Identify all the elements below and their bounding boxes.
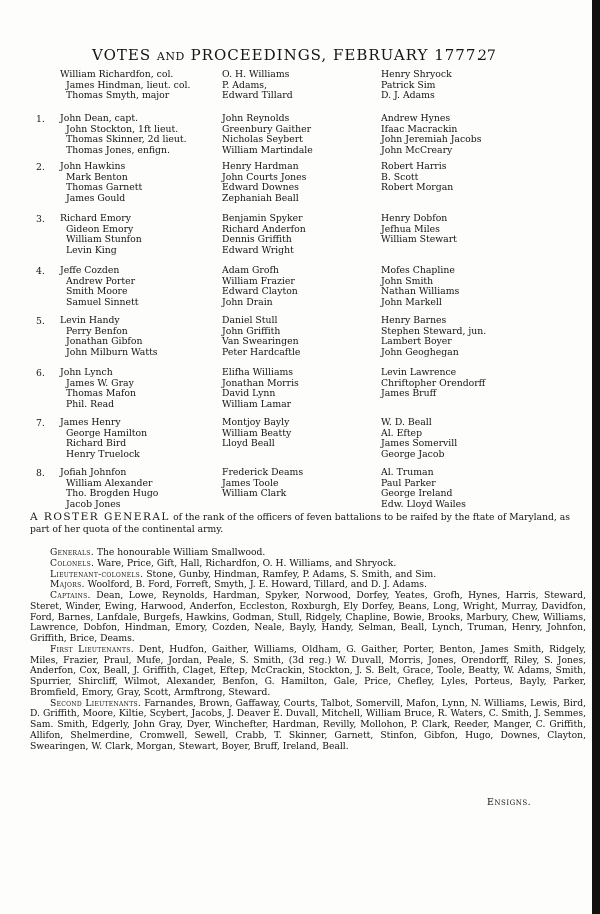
officer-name: Phil. Read (66, 398, 115, 410)
officer-name: William Lamar (222, 398, 292, 410)
rank-names: Farnandes, Brown, Gaffaway, Courts, Talbot, Somervill, Mafon, Lynn, N. Williams, Lewis, Bird, D. Griffith, Moore, Kiltie, Scybert, Jacobs, J. Deaver E. Duvall, Mitchell, William Bruce, R. Waters, C. Smith, J. Semmes, Sam. Smith, Edgerly, John Gray, Dyer, Winchefter, Hardman, Revilly, Mollohon, P. Clark, Reeder, Manger, C. Griffith, Allifon, Shelmerdine, Cromwell, Sewell, Crabb, T. Skinner, Garnett, Stinfon, Gibfon, Hugo, Downes, Clayton, Swearingen, W. Clark, Morgan, Stewart, Boyer, Bruff, Ireland, Beall. (30, 697, 586, 752)
officer-name: Thomas Mafon (66, 388, 136, 400)
officer-name: Adam Grofh (222, 265, 279, 276)
officer-name: Al. Truman (381, 467, 434, 478)
officer-column (222, 418, 291, 450)
officer-name: John Milburn Watts (66, 346, 158, 358)
officer-name: Jacob Jones (66, 498, 121, 510)
officer-name: James Somervill (381, 438, 458, 450)
group-number: 8. (36, 468, 45, 479)
officer-name: James Bruff (381, 388, 437, 400)
group-number: 7. (36, 418, 45, 429)
officer-name: Jonathan Gibfon (66, 336, 143, 348)
officer-name: Andrew Porter (66, 275, 136, 287)
officer-column (381, 162, 453, 194)
officer-name: Perry Benfon (66, 325, 128, 337)
officer-name: Ifaac Macrackin (381, 123, 458, 135)
rank-names: Stone, Gunby, Hindman, Ramfey, P. Adams, S. Smith, and Sim. (146, 568, 437, 580)
group-number: 3. (36, 214, 45, 225)
officer-name: Zephaniah Beall (222, 192, 299, 204)
rank-label: Majors. (50, 579, 85, 591)
officer-column (222, 214, 306, 256)
officer-name: Edward Clayton (222, 286, 298, 298)
officer-column (381, 368, 485, 400)
group-number: 1. (36, 114, 45, 125)
officer-name: James Toole (222, 477, 279, 489)
officer-column (381, 70, 452, 102)
officer-name: Richard Emory (60, 213, 131, 224)
officer-name: Henry Barnes (381, 315, 447, 326)
officer-name: John Dean, capt. (60, 113, 139, 124)
officer-name: Henry Truelock (66, 448, 140, 460)
officer-name: John Stockton, 1ft lieut. (66, 123, 179, 135)
officer-name: James Hindman, lieut. col. (66, 79, 191, 91)
officer-name: Daniel Stull (222, 315, 278, 326)
officer-column (381, 468, 466, 510)
officer-name: Henry Shryock (381, 69, 452, 80)
officer-column (60, 214, 142, 256)
officer-name: Levin King (66, 244, 117, 256)
officer-column (60, 162, 142, 204)
officer-name: John Jeremiah Jacobs (381, 134, 482, 146)
officer-name: William Beatty (222, 427, 292, 439)
officer-name: George Jacob (381, 448, 445, 460)
officer-column (381, 418, 457, 460)
officer-column (60, 418, 147, 460)
officer-name: Nathan Williams (381, 286, 460, 298)
officer-name: Smith Moore (66, 286, 128, 298)
officer-name: D. J. Adams (381, 90, 435, 102)
officer-name: Van Swearingen (222, 336, 299, 348)
officer-name: Edw. Lloyd Wailes (381, 498, 466, 510)
group-number: 2. (36, 162, 45, 173)
officer-name: P. Adams, (222, 79, 268, 91)
page-edge-shadow (592, 0, 600, 914)
officer-name: John Drain (222, 296, 273, 308)
roster-body (30, 548, 586, 752)
officer-column (222, 266, 298, 308)
roster-title (30, 511, 570, 536)
officer-name: William Martindale (222, 144, 313, 156)
officer-column (222, 70, 293, 102)
officer-name: Jonathan Morris (222, 377, 299, 389)
officer-column (60, 368, 136, 410)
officer-name: Mark Benton (66, 171, 128, 183)
officer-name: Mofes Chapline (381, 265, 455, 276)
officer-name: John Geoghegan (381, 346, 459, 358)
page-number: 27 (478, 48, 496, 64)
running-head-votes: VOTES (92, 46, 152, 64)
officer-name: Elifha Williams (222, 367, 294, 378)
officer-name: B. Scott (381, 171, 419, 183)
officer-name: Andrew Hynes (381, 113, 451, 124)
officer-name: William Alexander (66, 477, 153, 489)
officer-name: William Stewart (381, 234, 457, 246)
officer-name: Greenbury Gaither (222, 123, 312, 135)
officer-name: John Courts Jones (222, 171, 307, 183)
running-head-and: AND (156, 50, 185, 63)
officer-name: John Lynch (60, 367, 113, 378)
rank-label: Generals. (50, 547, 94, 558)
officer-name: Edward Tillard (222, 90, 293, 102)
officer-name: John Griffith (222, 325, 281, 337)
officer-name: Patrick Sim (381, 79, 436, 91)
roster-paragraph (30, 699, 586, 753)
officer-name: Tho. Brogden Hugo (66, 488, 159, 500)
rank-label: Captains. (50, 590, 91, 601)
officer-name: James W. Gray (66, 377, 134, 389)
officer-name: David Lynn (222, 388, 276, 400)
catchword: Ensigns. (487, 797, 532, 808)
officer-column (60, 468, 158, 510)
roster-paragraph (30, 591, 586, 645)
officer-name: Chriftopher Orendorff (381, 377, 486, 389)
officer-name: William Stunfon (66, 234, 142, 246)
officer-name: Levin Lawrence (381, 367, 457, 378)
officer-name: John Smith (381, 275, 434, 287)
officer-column (381, 316, 486, 358)
running-head-month: FEBRUARY (332, 46, 429, 64)
rank-label: Colonels. (50, 557, 95, 569)
roster-title-rest: of the rank of the officers of feven battalions to be raifed by the ftate of Maryland, as part of her quota of the continental army. (30, 512, 570, 535)
officer-name: Lambert Boyer (381, 336, 452, 348)
rank-names: Dean, Lowe, Reynolds, Hardman, Spyker, Norwood, Dorfey, Yeates, Grofh, Hynes, Harris, Steward, Steret, Winder, Ewing, Harwood, Anderfon, Eccleston, Roxburgh, Ely Dorfey, Beans, Long, Wright, Murray, Davidfon, Ford, Barnes, Lanfdale, Burgefs, Hawkins, Godman, Stull, Ridgely, Chapline, Bowie, Brooks, Marbury, Chew, Williams, Lawrence, Dobfon, Hindman, Emory, Cozden, Neale, Bayly, Handy, Selman, Beall, Lynch, Truman, Henry, Johnfon, Griffith, Brice, Deams. (30, 590, 586, 644)
officer-column (222, 162, 306, 204)
officer-column (222, 316, 300, 358)
running-head-year: 1777. (434, 46, 483, 64)
officer-name: James Gould (66, 192, 126, 204)
group-number: 4. (36, 266, 45, 277)
officer-name: James Henry (60, 417, 121, 428)
officer-name: Gideon Emory (66, 223, 134, 235)
officer-column (381, 214, 457, 246)
officer-name: William Richardfon, col. (60, 69, 174, 80)
officer-name: William Clark (222, 488, 287, 500)
officer-column (60, 70, 190, 102)
officer-column (60, 114, 187, 156)
officer-name: Frederick Deams (222, 467, 304, 478)
officer-column (222, 468, 303, 500)
officer-name: William Frazier (222, 275, 295, 287)
officer-column (60, 266, 138, 308)
officer-name: Thomas Jones, enfign. (66, 144, 170, 156)
officer-name: Robert Morgan (381, 182, 454, 194)
officer-name: W. D. Beall (381, 417, 432, 428)
officer-name: Al. Eftep (381, 427, 423, 439)
running-head (92, 46, 522, 64)
rank-names: The honourable William Smallwood. (96, 547, 266, 558)
officer-name: O. H. Williams (222, 69, 290, 80)
officer-name: Thomas Garnett (66, 182, 143, 194)
rank-label: Second Lieutenants. (50, 697, 142, 709)
officer-column (381, 266, 459, 308)
officer-name: George Ireland (381, 488, 453, 500)
officer-name: Peter Hardcaftle (222, 346, 301, 358)
officer-name: Thomas Smyth, major (66, 90, 170, 102)
rank-names: Woolford, B. Ford, Forreft, Smyth, J. E. Howard, Tillard, and D. J. Adams. (87, 579, 427, 591)
officer-name: Benjamin Spyker (222, 213, 303, 224)
officer-name: Richard Anderfon (222, 223, 306, 235)
officer-name: Paul Parker (381, 477, 436, 489)
officer-name: Jefhua Miles (381, 223, 440, 235)
officer-column (381, 114, 482, 156)
officer-name: Richard Bird (66, 438, 127, 450)
rank-names: Dent, Hudfon, Gaither, Williams, Oldham, G. Gaither, Porter, Benton, James Smith, Ridgely, Miles, Frazier, Praul, Mufe, Jordan, Peale, S. Smith, (3d reg.) W. Duvall, Morris, Jones, Orendorff, Riley, S. Jones, Anderfon, Cox, Beall, J. Griffith, Claget, Eftep, McCrackin, Stockton, J. S. Belt, Grace, Toole, Beatty, W. Adams, Smith, Spurrier, Shircliff, Wilmot, Alexander, Benfon, G. Hamilton, Gale, Price, Chefley, Lyles, Porteus, Bayly, Parker, Bromfield, Emory, Gray, Scott, Armftrong, Steward. (30, 643, 586, 698)
group-number: 5. (36, 316, 45, 327)
officer-name: Edward Wright (222, 244, 294, 256)
officer-name: Stephen Steward, jun. (381, 325, 487, 337)
officer-name: John Reynolds (222, 113, 290, 124)
rank-label: Lieutenant-colonels. (50, 568, 144, 580)
officer-column (222, 114, 313, 156)
officer-name: John Markell (381, 296, 442, 308)
officer-name: John McCreary (381, 144, 453, 156)
officer-name: Samuel Sinnett (66, 296, 139, 308)
officer-name: Henry Dobfon (381, 213, 448, 224)
group-number: 6. (36, 368, 45, 379)
officer-column (60, 316, 158, 358)
roster-paragraph (30, 645, 586, 699)
officer-name: Jofiah Johnfon (60, 467, 127, 478)
officer-column (222, 368, 299, 410)
officer-name: Lloyd Beall (222, 438, 275, 450)
officer-name: Edward Downes (222, 182, 299, 194)
officer-name: Nicholas Seybert (222, 134, 303, 146)
officer-name: Jeffe Cozden (60, 265, 120, 276)
roster-title-caps: A ROSTER GENERAL (30, 511, 170, 523)
officer-name: Montjoy Bayly (222, 417, 290, 428)
officer-name: Henry Hardman (222, 161, 299, 172)
rank-label: First Lieutenants. (50, 643, 134, 655)
officer-name: Thomas Skinner, 2d lieut. (66, 134, 187, 146)
rank-names: Ware, Price, Gift, Hall, Richardfon, O. H. Williams, and Shryock. (97, 557, 397, 569)
running-head-proceedings: PROCEEDINGS, (190, 46, 328, 64)
officer-name: John Hawkins (60, 161, 126, 172)
officer-name: Dennis Griffith (222, 234, 292, 246)
officer-name: George Hamilton (66, 427, 148, 439)
officer-name: Levin Handy (60, 315, 120, 326)
officer-name: Robert Harris (381, 161, 447, 172)
